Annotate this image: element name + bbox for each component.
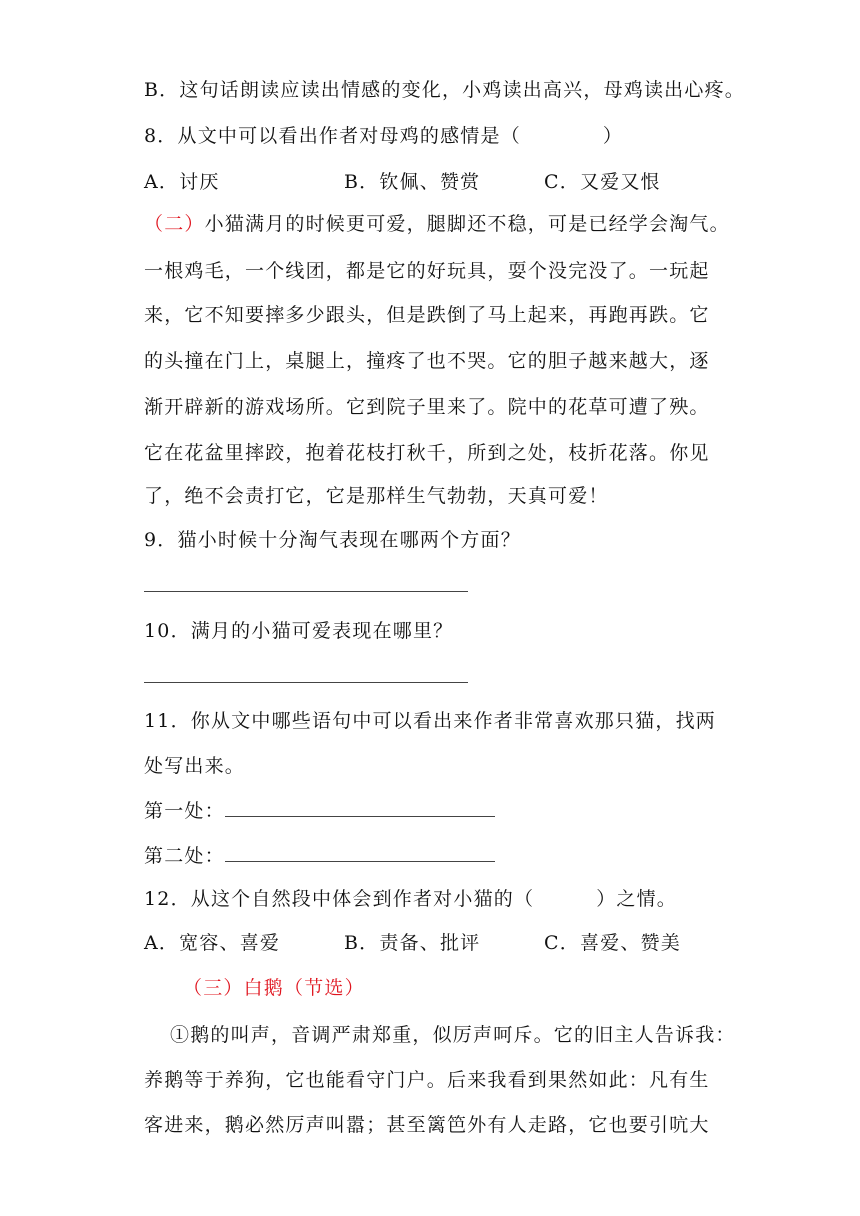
question-11-line-2: 处写出来。	[144, 755, 246, 777]
passage-2-line-6: 它在花盆里摔跤，抱着花枝打秋千，所到之处，枝折花落。你见	[144, 442, 710, 464]
answer-second-row	[144, 843, 495, 868]
passage-3-line-3: 客进来，鹅必然厉声叫嚣；甚至篱笆外有人走路，它也要引吭大	[144, 1114, 710, 1136]
passage-2-line-1	[144, 212, 730, 236]
option-b: B．责备、批评	[344, 932, 481, 954]
question-12-close: ）之情。	[596, 888, 677, 910]
question-12	[144, 887, 677, 911]
question-9: 9．猫小时候十分淘气表现在哪两个方面？	[144, 529, 521, 551]
option-b: B．钦佩、赞赏	[344, 171, 481, 193]
question-11-line-1: 11．你从文中哪些语句中可以看出来作者非常喜欢那只猫，找两	[144, 710, 716, 732]
passage-3-line-2: 养鹅等于养狗，它也能看守门户。后来我看到果然如此：凡有生	[144, 1069, 710, 1091]
question-8	[144, 124, 623, 148]
option-a: A．宽容、喜爱	[144, 932, 281, 954]
option-c: C．喜爱、赞美	[544, 932, 681, 954]
passage-3-heading: （三）白鹅（节选）	[183, 977, 365, 999]
answer-line-first[interactable]	[225, 798, 495, 817]
passage-2-label: （二）	[144, 213, 205, 235]
passage-2-line-3: 来，它不知要摔多少跟头，但是跌倒了马上起来，再跑再跌。它	[144, 304, 710, 326]
option-a: A．讨厌	[144, 171, 220, 193]
second-label: 第二处：	[144, 845, 225, 867]
q7-option-b: B．这句话朗读应读出情感的变化，小鸡读出高兴，母鸡读出心疼。	[144, 79, 745, 101]
passage-2-line-5: 渐开辟新的游戏场所。它到院子里来了。院中的花草可遭了殃。	[144, 396, 710, 418]
question-8-options	[144, 170, 661, 194]
answer-line-second[interactable]	[225, 843, 495, 862]
passage-2-line-4: 的头撞在门上，桌腿上，撞疼了也不哭。它的胆子越来越大，逐	[144, 350, 710, 372]
answer-line-q9[interactable]	[144, 591, 468, 592]
passage-2-line-2: 一根鸡毛，一个线团，都是它的好玩具，耍个没完没了。一玩起	[144, 260, 710, 282]
answer-first-row	[144, 798, 495, 823]
question-12-options	[144, 931, 681, 955]
option-c: C．又爱又恨	[544, 171, 661, 193]
question-8-close: ）	[602, 125, 624, 147]
passage-3-line-1: ①鹅的叫声，音调严肃郑重，似厉声呵斥。它的旧主人告诉我：	[170, 1024, 736, 1046]
answer-line-q10[interactable]	[144, 682, 468, 683]
question-12-stem: 12．从这个自然段中体会到作者对小猫的（	[144, 888, 535, 910]
passage-2-text: 小猫满月的时候更可爱，腿脚还不稳，可是已经学会淘气。	[204, 213, 730, 235]
passage-2-line-7: 了，绝不会责打它，它是那样生气勃勃，天真可爱！	[144, 485, 609, 507]
question-8-stem: 8．从文中可以看出作者对母鸡的感情是（	[144, 125, 521, 147]
question-10: 10．满月的小猫可爱表现在哪里？	[144, 620, 454, 642]
first-label: 第一处：	[144, 800, 225, 822]
